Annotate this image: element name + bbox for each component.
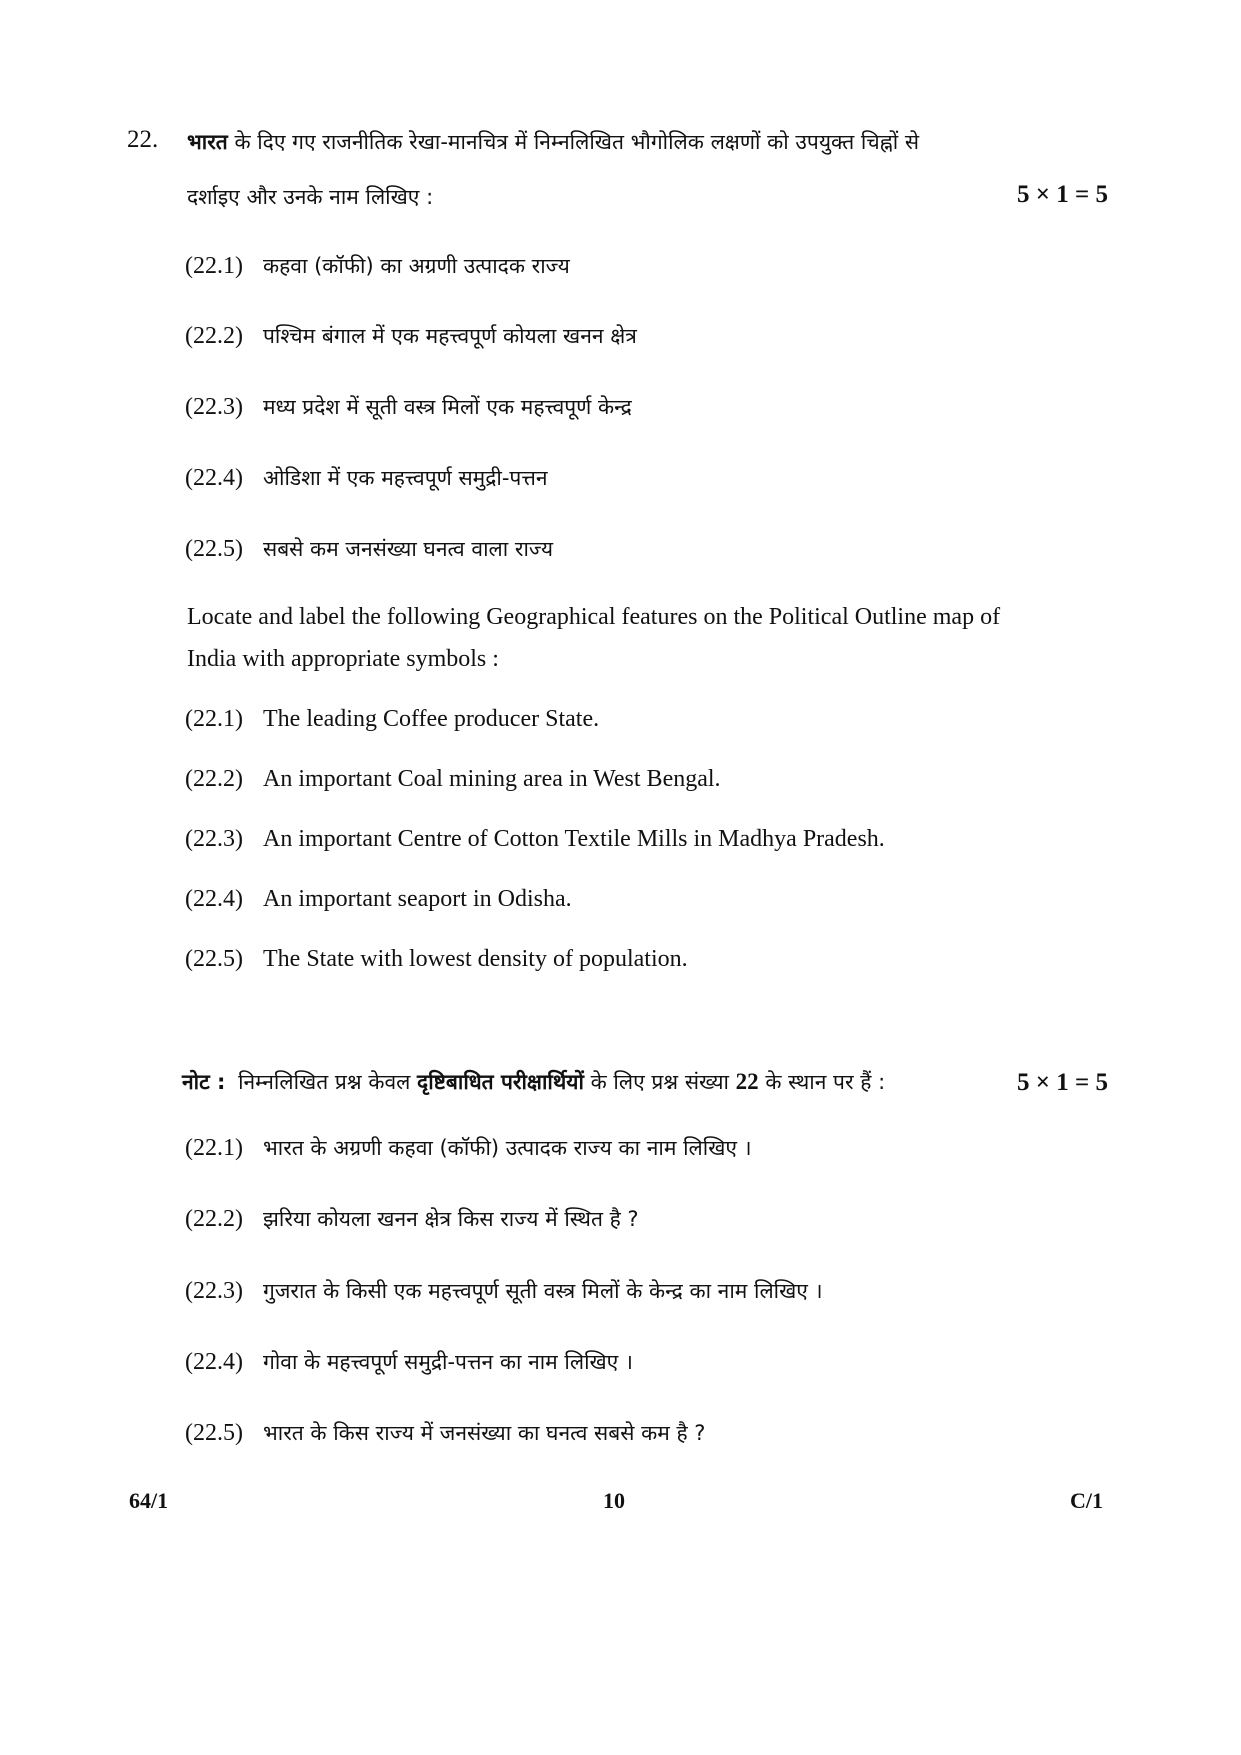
hindi-item [185,464,548,492]
item-text: मध्य प्रदेश में सूती वस्त्र मिलों एक महत्त्वपूर्ण केन्द्र [263,395,632,419]
item-number: (22.2) [185,766,243,792]
item-text: सबसे कम जनसंख्या घनत्व वाला राज्य [263,537,554,561]
note-text-part2: के लिए प्रश्न संख्या [590,1070,729,1094]
question-number: 22. [127,126,159,153]
hindi-item [185,535,553,563]
english-instruction-line2: India with appropriate symbols : [187,646,499,672]
english-item [185,946,688,973]
note-question-number: 22 [735,1069,759,1094]
item-text: पश्चिम बंगाल में एक महत्त्वपूर्ण कोयला खनन क्षेत्र [263,324,637,348]
hindi-item [185,393,632,421]
note-marks: 5 × 1 = 5 [1017,1069,1108,1096]
paper-code: 64/1 [129,1488,169,1513]
item-number: (22.1) [185,1135,243,1161]
item-number: (22.5) [185,1420,243,1446]
item-number: (22.5) [185,536,243,562]
english-item [185,886,572,913]
item-text: An important Coal mining area in West Bengal. [263,766,721,792]
item-number: (22.1) [185,253,243,279]
item-number: (22.2) [185,1206,243,1232]
note-label: नोट : [182,1070,226,1094]
hindi-item [185,252,570,280]
item-text: गोवा के महत्त्वपूर्ण समुद्री-पत्तन का नाम लिखिए । [263,1350,633,1374]
item-text: The leading Coffee producer State. [263,706,600,732]
item-number: (22.3) [185,1278,243,1304]
note-item [185,1134,752,1162]
item-text: झरिया कोयला खनन क्षेत्र किस राज्य में स्थित है ? [263,1207,639,1231]
english-item [185,826,885,853]
item-text: कहवा (कॉफी) का अग्रणी उत्पादक राज्य [263,254,570,278]
hindi-instruction-line1 [187,128,919,156]
item-text: An important Centre of Cotton Textile Mills in Madhya Pradesh. [263,826,885,852]
item-number: (22.4) [185,1349,243,1375]
item-number: (22.3) [185,826,243,852]
item-text: भारत के किस राज्य में जनसंख्या का घनत्व सबसे कम है ? [263,1421,706,1445]
note-text-part1: निम्नलिखित प्रश्न केवल [238,1070,411,1094]
item-text: An important seaport in Odisha. [263,886,572,912]
note-text-part3: के स्थान पर हैं : [765,1070,886,1094]
english-item [185,766,721,793]
note-item [185,1348,633,1376]
item-number: (22.1) [185,706,243,732]
item-text: ओडिशा में एक महत्त्वपूर्ण समुद्री-पत्तन [263,466,548,490]
item-text: The State with lowest density of population. [263,946,688,972]
question-marks: 5 × 1 = 5 [1017,181,1108,208]
item-number: (22.4) [185,886,243,912]
note-item [185,1419,705,1447]
note-item [185,1205,639,1233]
english-instruction-line1: Locate and label the following Geographical features on the Political Outline map of [187,604,1001,630]
note-item [185,1277,823,1305]
hindi-instruction-rest: के दिए गए राजनीतिक रेखा-मानचित्र में निम्नलिखित भौगोलिक लक्षणों को उपयुक्त चिह्नों से [227,130,920,154]
page-number: 10 [603,1488,625,1513]
item-number: (22.4) [185,465,243,491]
item-number: (22.5) [185,946,243,972]
hindi-item [185,322,637,350]
hindi-instruction-line2: दर्शाइए और उनके नाम लिखिए : [187,185,434,209]
hindi-instruction-bold: भारत [187,130,228,154]
note-line [182,1068,885,1096]
english-item [185,706,599,733]
item-text: भारत के अग्रणी कहवा (कॉफी) उत्पादक राज्य का नाम लिखिए । [263,1136,752,1160]
item-text: गुजरात के किसी एक महत्त्वपूर्ण सूती वस्त्र मिलों के केन्द्र का नाम लिखिए । [263,1279,823,1303]
item-number: (22.3) [185,394,243,420]
set-code: C/1 [1070,1488,1103,1513]
item-number: (22.2) [185,323,243,349]
note-text-bold: दृष्टिबाधित परीक्षार्थियों [417,1070,584,1094]
